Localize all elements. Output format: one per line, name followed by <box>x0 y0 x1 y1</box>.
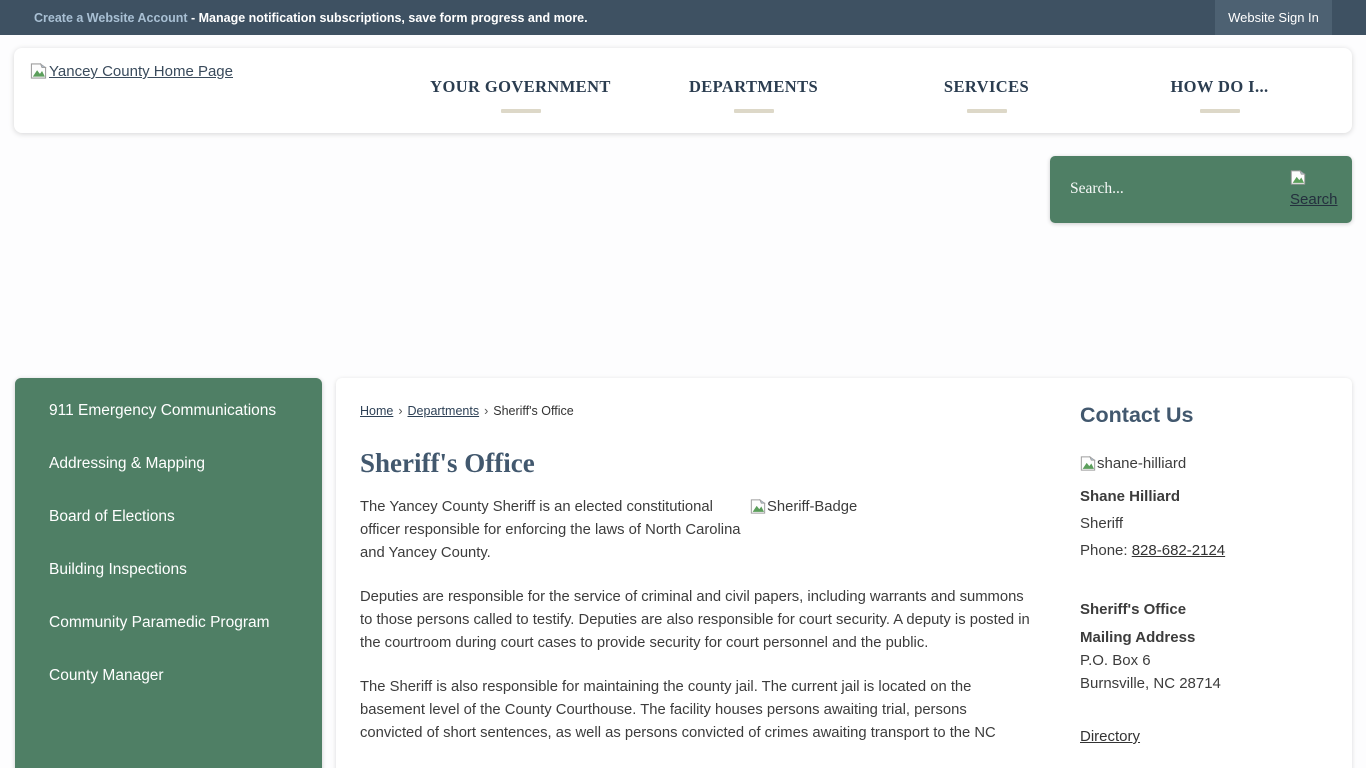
sheriff-badge-image <box>750 496 1030 578</box>
contact-name: Shane Hilliard <box>1080 488 1181 505</box>
phone-link[interactable]: 828-682-2124 <box>1131 542 1226 559</box>
contact-us-panel <box>1080 402 1350 750</box>
breadcrumb-separator: › <box>484 404 489 418</box>
nav-services[interactable] <box>870 69 1103 113</box>
home-logo-link[interactable] <box>30 63 233 83</box>
page-title: Sheriff's Office <box>360 448 535 478</box>
nav-label: YOUR GOVERNMENT <box>430 76 611 96</box>
nav-label: DEPARTMENTS <box>688 76 819 96</box>
home-logo-alt-text: Yancey County Home Page <box>49 63 233 80</box>
breadcrumb-home-link[interactable]: Home <box>360 404 394 418</box>
mailing-address-block <box>1080 598 1350 695</box>
nav-underline-decoration <box>967 109 1007 113</box>
nav-underline-decoration <box>501 109 541 113</box>
nav-underline-decoration <box>734 109 774 113</box>
breadcrumb-separator: › <box>398 404 403 418</box>
sidebar-item <box>49 451 298 476</box>
directory-link[interactable]: Directory <box>1080 728 1141 745</box>
sidebar-item-board-of-elections[interactable]: Board of Elections <box>49 508 175 525</box>
breadcrumb <box>360 404 574 418</box>
sidebar-item <box>49 557 298 582</box>
sidebar-item <box>49 610 298 635</box>
main-content-panel <box>336 378 1352 768</box>
contact-phone-line <box>1080 537 1350 564</box>
address-line-2: Burnsville, NC 28714 <box>1080 675 1221 692</box>
sidebar-item-community-paramedic-program[interactable]: Community Paramedic Program <box>49 614 270 631</box>
search-button-alt-text: Search <box>1290 191 1338 208</box>
sheriff-photo-image <box>1080 450 1350 477</box>
breadcrumb-current: Sheriff's Office <box>493 404 574 418</box>
sidebar-item-building-inspections[interactable]: Building Inspections <box>49 561 187 578</box>
broken-image-icon <box>750 499 766 514</box>
mailing-address-label: Mailing Address <box>1080 629 1196 646</box>
sidebar-item <box>49 663 298 688</box>
nav-underline-decoration <box>1200 109 1240 113</box>
page-body-text <box>360 496 1030 766</box>
nav-how-do-i[interactable] <box>1103 69 1336 113</box>
broken-image-icon <box>1080 456 1096 471</box>
phone-label: Phone: <box>1080 542 1132 559</box>
nav-label: SERVICES <box>943 76 1030 96</box>
sidebar-item-addressing-mapping[interactable]: Addressing & Mapping <box>49 455 205 472</box>
broken-image-icon <box>1290 170 1306 185</box>
deputies-paragraph: Deputies are responsible for the service of criminal and civil papers, including warrants and summons to those persons called to testify. Deputies are also responsible for court security. A deputy is posted in the courtroom during court cases to provide security for court personnel and the public. <box>360 589 1030 651</box>
account-message-text: - Manage notification subscriptions, save form progress and more. <box>191 10 588 25</box>
breadcrumb-departments-link[interactable]: Departments <box>407 404 480 418</box>
broken-image-icon <box>30 63 47 83</box>
top-utility-bar <box>0 0 1366 35</box>
nav-your-government[interactable] <box>404 69 637 113</box>
search-bar <box>1050 156 1352 223</box>
department-sidebar <box>15 378 322 768</box>
create-account-link[interactable]: Create a Website Account <box>34 10 188 25</box>
sidebar-item <box>49 398 298 423</box>
website-sign-in-button[interactable]: Website Sign In <box>1215 0 1332 35</box>
sheriff-photo-alt-text: shane-hilliard <box>1097 455 1187 472</box>
site-header <box>14 48 1352 133</box>
address-line-1: P.O. Box 6 <box>1080 652 1151 669</box>
sheriff-badge-alt-text: Sheriff-Badge <box>767 499 858 515</box>
sidebar-item-911-emergency-communications[interactable]: 911 Emergency Communications <box>49 402 277 419</box>
sidebar-menu <box>15 378 322 688</box>
sidebar-item-county-manager[interactable]: County Manager <box>49 667 164 684</box>
main-navigation <box>404 48 1336 133</box>
intro-paragraph: The Yancey County Sheriff is an elected constitutional officer responsible for enforcing the laws of North Carolina and Yancey County. <box>360 499 741 561</box>
nav-label: HOW DO I... <box>1170 76 1269 96</box>
contact-role: Sheriff <box>1080 515 1124 532</box>
nav-departments[interactable] <box>637 69 870 113</box>
sidebar-item <box>49 504 298 529</box>
account-message <box>0 11 588 25</box>
jail-paragraph: The Sheriff is also responsible for maintaining the county jail. The current jail is located on the basement level of the County Courthouse. The facility houses persons awaiting trial, persons convicted of short sentences, as well as persons convicted of crimes awaiting transport to the NC <box>360 679 996 741</box>
search-button[interactable] <box>1290 168 1338 210</box>
contact-office-name: Sheriff's Office <box>1080 601 1187 618</box>
contact-us-heading: Contact Us <box>1080 403 1194 427</box>
search-input[interactable] <box>1070 170 1280 208</box>
